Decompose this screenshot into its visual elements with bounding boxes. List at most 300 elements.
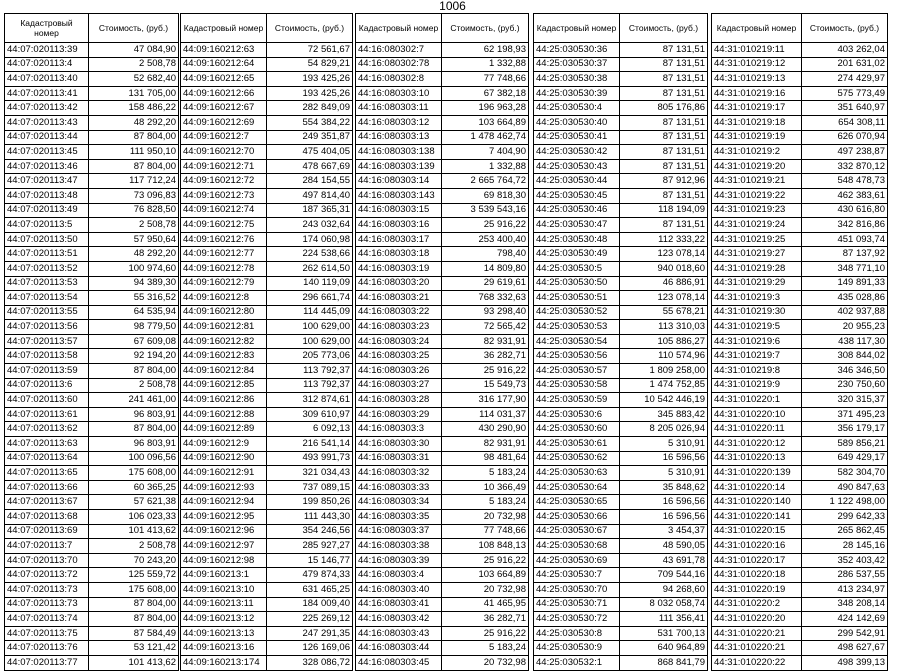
cost-cell: 87 131,51 — [620, 188, 708, 203]
table-row — [181, 582, 353, 597]
cost-cell: 77 748,66 — [442, 72, 529, 87]
table-row — [5, 320, 179, 335]
table-row — [356, 612, 529, 627]
cadastral-number-cell: 44:16:080303:13 — [356, 130, 442, 145]
cost-cell: 284 154,55 — [267, 174, 353, 189]
cadastral-number-cell: 44:25:030530:49 — [534, 247, 620, 262]
cost-cell: 131 705,00 — [89, 86, 179, 101]
cadastral-number-cell: 44:09:160212:93 — [181, 480, 267, 495]
table-row — [534, 247, 708, 262]
table-row — [356, 524, 529, 539]
cadastral-number-cell: 44:31:010219:7 — [712, 349, 802, 364]
cadastral-number-cell: 44:16:080303:38 — [356, 539, 442, 554]
table-row — [356, 553, 529, 568]
cost-cell: 224 538,66 — [267, 247, 353, 262]
cost-cell: 54 829,21 — [267, 57, 353, 72]
table-row — [5, 466, 179, 481]
cadastral-number-cell: 44:16:080303:138 — [356, 145, 442, 160]
cost-cell: 125 559,72 — [89, 568, 179, 583]
cadastral-number-cell: 44:07:020113:60 — [5, 393, 89, 408]
cadastral-number-cell: 44:31:010219:19 — [712, 130, 802, 145]
cost-cell: 5 183,24 — [442, 641, 529, 656]
cost-cell: 497 814,40 — [267, 188, 353, 203]
table-row — [181, 597, 353, 612]
cadastral-number-cell: 44:09:160212:98 — [181, 553, 267, 568]
cadastral-number-cell: 44:07:020113:65 — [5, 466, 89, 481]
cost-cell: 73 096,83 — [89, 188, 179, 203]
cadastral-number-cell: 44:31:010219:2 — [712, 145, 802, 160]
cost-cell: 72 561,67 — [267, 43, 353, 58]
cadastral-number-cell: 44:25:030530:39 — [534, 86, 620, 101]
cadastral-number-cell: 44:31:010219:20 — [712, 159, 802, 174]
cost-cell: 497 238,87 — [802, 145, 888, 160]
table-row — [181, 524, 353, 539]
table-row — [356, 188, 529, 203]
table-row — [534, 407, 708, 422]
cadastral-number-cell: 44:16:080303:37 — [356, 524, 442, 539]
cost-cell: 94 389,30 — [89, 276, 179, 291]
table-row — [534, 553, 708, 568]
cadastral-number-cell: 44:16:080303:17 — [356, 232, 442, 247]
table-row — [712, 422, 888, 437]
table-row — [712, 115, 888, 130]
cadastral-number-cell: 44:31:010220:16 — [712, 539, 802, 554]
cost-cell: 626 070,94 — [802, 130, 888, 145]
cost-cell: 285 927,27 — [267, 539, 353, 554]
cadastral-number-cell: 44:07:020113:59 — [5, 364, 89, 379]
cadastral-number-cell: 44:09:160213:1 — [181, 568, 267, 583]
table-row — [534, 641, 708, 656]
cadastral-number-cell: 44:07:020113:68 — [5, 510, 89, 525]
table-row — [356, 437, 529, 452]
table-row — [712, 626, 888, 641]
cadastral-number-cell: 44:07:020113:64 — [5, 451, 89, 466]
table-row — [356, 159, 529, 174]
cost-cell: 87 131,51 — [620, 72, 708, 87]
cadastral-number-cell: 44:31:010219:16 — [712, 86, 802, 101]
cost-cell: 575 773,49 — [802, 86, 888, 101]
table-row — [5, 276, 179, 291]
table-row — [356, 43, 529, 58]
cadastral-number-cell: 44:25:030530:45 — [534, 188, 620, 203]
table-row — [712, 612, 888, 627]
table-row — [356, 115, 529, 130]
table-row — [356, 495, 529, 510]
table-row — [712, 72, 888, 87]
table-row — [712, 451, 888, 466]
table-row — [356, 407, 529, 422]
cost-cell: 101 413,62 — [89, 655, 179, 670]
table-row — [181, 145, 353, 160]
cost-cell: 96 803,91 — [89, 407, 179, 422]
cadastral-number-cell: 44:07:020113:75 — [5, 626, 89, 641]
cost-cell: 649 429,17 — [802, 451, 888, 466]
cost-cell: 352 403,42 — [802, 553, 888, 568]
cadastral-number-cell: 44:09:160212:67 — [181, 101, 267, 116]
table-row — [5, 334, 179, 349]
table-row — [5, 524, 179, 539]
cadastral-number-cell: 44:25:030530:4 — [534, 101, 620, 116]
cost-cell: 67 609,08 — [89, 334, 179, 349]
cadastral-number-cell: 44:09:160212:9 — [181, 437, 267, 452]
cadastral-number-cell: 44:31:010219:8 — [712, 364, 802, 379]
cost-cell: 8 205 026,94 — [620, 422, 708, 437]
cost-cell: 98 481,64 — [442, 451, 529, 466]
table-row — [712, 364, 888, 379]
table-row — [5, 232, 179, 247]
cadastral-number-cell: 44:09:160212:96 — [181, 524, 267, 539]
cadastral-number-cell: 44:31:010220:21 — [712, 641, 802, 656]
cost-cell: 93 298,40 — [442, 305, 529, 320]
cadastral-number-cell: 44:16:080303:12 — [356, 115, 442, 130]
table-row — [534, 232, 708, 247]
cadastral-number-cell: 44:25:030530:40 — [534, 115, 620, 130]
table-row — [181, 612, 353, 627]
table-row — [5, 422, 179, 437]
table-row — [712, 568, 888, 583]
table-row — [534, 291, 708, 306]
cadastral-number-cell: 44:25:030530:46 — [534, 203, 620, 218]
cost-cell: 6 092,13 — [267, 422, 353, 437]
table-row — [712, 655, 888, 670]
table-row — [356, 261, 529, 276]
table-row — [712, 553, 888, 568]
table-row — [356, 334, 529, 349]
cost-cell: 36 282,71 — [442, 612, 529, 627]
cadastral-number-cell: 44:07:020113:55 — [5, 305, 89, 320]
cadastral-number-cell: 44:31:010219:30 — [712, 305, 802, 320]
cost-cell: 243 032,64 — [267, 218, 353, 233]
table-row — [356, 568, 529, 583]
cadastral-number-cell: 44:09:160212:95 — [181, 510, 267, 525]
table-row — [534, 101, 708, 116]
table-row — [5, 188, 179, 203]
cadastral-number-cell: 44:09:160212:84 — [181, 364, 267, 379]
cost-cell: 5 183,24 — [442, 495, 529, 510]
cost-cell: 589 856,21 — [802, 437, 888, 452]
table-row — [356, 203, 529, 218]
cadastral-number-cell: 44:07:020113:72 — [5, 568, 89, 583]
table-row — [356, 378, 529, 393]
table-row — [5, 364, 179, 379]
cadastral-number-cell: 44:16:080303:143 — [356, 188, 442, 203]
cost-cell: 100 629,00 — [267, 320, 353, 335]
cost-cell: 225 269,12 — [267, 612, 353, 627]
cost-cell: 709 544,16 — [620, 568, 708, 583]
cost-cell: 1 332,88 — [442, 159, 529, 174]
table-row — [181, 57, 353, 72]
cost-cell: 72 565,42 — [442, 320, 529, 335]
cost-cell: 438 117,30 — [802, 334, 888, 349]
cost-cell: 249 351,87 — [267, 130, 353, 145]
cost-cell: 87 912,96 — [620, 174, 708, 189]
cadastral-number-cell: 44:16:080303:14 — [356, 174, 442, 189]
cost-cell: 332 870,12 — [802, 159, 888, 174]
table-row — [534, 626, 708, 641]
cost-cell: 175 608,00 — [89, 582, 179, 597]
cadastral-number-cell: 44:16:080303:32 — [356, 466, 442, 481]
table-row — [712, 43, 888, 58]
cost-cell: 216 541,14 — [267, 437, 353, 452]
table-row — [181, 495, 353, 510]
cost-cell: 241 461,00 — [89, 393, 179, 408]
table-row — [356, 218, 529, 233]
cost-cell: 82 931,91 — [442, 437, 529, 452]
table-row — [712, 276, 888, 291]
table-row — [356, 539, 529, 554]
table-row — [5, 43, 179, 58]
cost-cell: 654 308,11 — [802, 115, 888, 130]
table-row — [356, 86, 529, 101]
cost-cell: 247 291,35 — [267, 626, 353, 641]
table-row — [181, 407, 353, 422]
cadastral-number-cell: 44:25:030530:37 — [534, 57, 620, 72]
cost-cell: 5 183,24 — [442, 466, 529, 481]
table-row — [534, 466, 708, 481]
cost-cell: 286 537,55 — [802, 568, 888, 583]
table-row — [712, 539, 888, 554]
table-row — [356, 393, 529, 408]
table-row — [181, 553, 353, 568]
table-row — [5, 291, 179, 306]
table-row — [712, 524, 888, 539]
cost-cell: 498 627,67 — [802, 641, 888, 656]
table-row — [181, 43, 353, 58]
cost-cell: 76 828,50 — [89, 203, 179, 218]
cost-cell: 413 234,97 — [802, 582, 888, 597]
table-row — [534, 364, 708, 379]
cadastral-number-cell: 44:16:080303:139 — [356, 159, 442, 174]
cadastral-number-cell: 44:31:010220:141 — [712, 510, 802, 525]
cost-cell: 87 804,00 — [89, 597, 179, 612]
cost-cell: 67 382,18 — [442, 86, 529, 101]
table-row — [181, 466, 353, 481]
cadastral-number-cell: 44:09:160212:69 — [181, 115, 267, 130]
cadastral-number-cell: 44:31:010220:20 — [712, 612, 802, 627]
cadastral-number-cell: 44:07:020113:77 — [5, 655, 89, 670]
table-row — [181, 378, 353, 393]
cost-cell: 582 304,70 — [802, 466, 888, 481]
cost-cell: 296 661,74 — [267, 291, 353, 306]
table-row — [712, 86, 888, 101]
cost-cell: 43 691,78 — [620, 553, 708, 568]
cost-cell: 87 131,51 — [620, 115, 708, 130]
table-row — [5, 612, 179, 627]
table-row — [181, 655, 353, 670]
cadastral-number-cell: 44:09:160212:83 — [181, 349, 267, 364]
header-cadastral: Кадастровый номер — [534, 14, 620, 43]
cost-cell: 548 478,73 — [802, 174, 888, 189]
cost-cell: 53 121,42 — [89, 641, 179, 656]
cost-cell: 20 732,98 — [442, 510, 529, 525]
table-row — [534, 320, 708, 335]
cadastral-number-cell: 44:25:030530:57 — [534, 364, 620, 379]
cadastral-number-cell: 44:31:010219:17 — [712, 101, 802, 116]
table-row — [534, 159, 708, 174]
table-row — [356, 320, 529, 335]
header-cost: Стоимость, (руб.) — [620, 14, 708, 43]
cost-cell: 435 028,86 — [802, 291, 888, 306]
cadastral-number-cell: 44:31:010219:21 — [712, 174, 802, 189]
table-row — [181, 86, 353, 101]
cadastral-number-cell: 44:09:160212:82 — [181, 334, 267, 349]
table-row — [356, 145, 529, 160]
table-row — [5, 159, 179, 174]
cadastral-number-cell: 44:07:020113:70 — [5, 553, 89, 568]
cadastral-number-cell: 44:25:030530:67 — [534, 524, 620, 539]
cost-cell: 768 332,63 — [442, 291, 529, 306]
cadastral-number-cell: 44:25:030530:42 — [534, 145, 620, 160]
cadastral-number-cell: 44:16:080302:8 — [356, 72, 442, 87]
table-row — [712, 291, 888, 306]
cost-cell: 402 937,88 — [802, 305, 888, 320]
cost-cell: 631 465,25 — [267, 582, 353, 597]
cost-cell: 29 619,61 — [442, 276, 529, 291]
cost-cell: 55 678,21 — [620, 305, 708, 320]
table-row — [712, 320, 888, 335]
cost-cell: 113 792,37 — [267, 378, 353, 393]
table-row — [5, 437, 179, 452]
cost-cell: 16 596,56 — [620, 495, 708, 510]
cadastral-number-cell: 44:25:030530:60 — [534, 422, 620, 437]
cadastral-number-cell: 44:31:010219:29 — [712, 276, 802, 291]
cost-cell: 87 804,00 — [89, 130, 179, 145]
table-row — [181, 393, 353, 408]
header-cost: Стоимость, (руб.) — [267, 14, 353, 43]
cost-cell: 87 131,51 — [620, 130, 708, 145]
table-row — [534, 218, 708, 233]
table-row — [5, 568, 179, 583]
cost-cell: 371 495,23 — [802, 407, 888, 422]
table-row — [534, 130, 708, 145]
table-row — [181, 130, 353, 145]
table-row — [712, 393, 888, 408]
cost-cell: 92 194,20 — [89, 349, 179, 364]
cadastral-number-cell: 44:09:160212:90 — [181, 451, 267, 466]
cadastral-table-5 — [711, 13, 888, 671]
cost-cell: 7 404,90 — [442, 145, 529, 160]
table-row — [534, 378, 708, 393]
cost-cell: 108 848,13 — [442, 539, 529, 554]
table-row — [356, 510, 529, 525]
cadastral-number-cell: 44:07:020113:52 — [5, 261, 89, 276]
cost-cell: 312 874,61 — [267, 393, 353, 408]
cadastral-number-cell: 44:07:020113:62 — [5, 422, 89, 437]
cadastral-number-cell: 44:16:080303:4 — [356, 568, 442, 583]
cost-cell: 308 844,02 — [802, 349, 888, 364]
table-row — [5, 641, 179, 656]
cadastral-number-cell: 44:07:020113:73 — [5, 597, 89, 612]
table-row — [356, 480, 529, 495]
cadastral-number-cell: 44:31:010220:139 — [712, 466, 802, 481]
table-row — [181, 218, 353, 233]
cost-cell: 113 792,37 — [267, 364, 353, 379]
table-row — [534, 612, 708, 627]
cost-cell: 114 031,37 — [442, 407, 529, 422]
table-row — [712, 495, 888, 510]
cadastral-number-cell: 44:09:160212:89 — [181, 422, 267, 437]
cost-cell: 737 089,15 — [267, 480, 353, 495]
table-row — [356, 232, 529, 247]
cadastral-number-cell: 44:31:010219:12 — [712, 57, 802, 72]
table-row — [712, 480, 888, 495]
table-row — [181, 510, 353, 525]
cadastral-number-cell: 44:09:160213:12 — [181, 612, 267, 627]
cadastral-number-cell: 44:31:010220:18 — [712, 568, 802, 583]
cost-cell: 640 964,89 — [620, 641, 708, 656]
cost-cell: 111 356,41 — [620, 612, 708, 627]
table-row — [181, 115, 353, 130]
cost-cell: 25 916,22 — [442, 218, 529, 233]
cadastral-number-cell: 44:31:010219:27 — [712, 247, 802, 262]
cadastral-table-4 — [533, 13, 708, 671]
cadastral-number-cell: 44:09:160212:73 — [181, 188, 267, 203]
cadastral-number-cell: 44:16:080303:16 — [356, 218, 442, 233]
table-row — [534, 261, 708, 276]
cost-cell: 98 779,50 — [89, 320, 179, 335]
cadastral-number-cell: 44:25:030530:38 — [534, 72, 620, 87]
header-cadastral: Кадастровый номер — [712, 14, 802, 43]
cadastral-number-cell: 44:09:160212:72 — [181, 174, 267, 189]
cost-cell: 48 590,05 — [620, 539, 708, 554]
cadastral-number-cell: 44:16:080303:43 — [356, 626, 442, 641]
cadastral-number-cell: 44:07:020113:76 — [5, 641, 89, 656]
cadastral-number-cell: 44:07:020113:61 — [5, 407, 89, 422]
cost-cell: 175 608,00 — [89, 466, 179, 481]
cost-cell: 1 474 752,85 — [620, 378, 708, 393]
cadastral-number-cell: 44:16:080303:26 — [356, 364, 442, 379]
cadastral-number-cell: 44:16:080303:30 — [356, 437, 442, 452]
cost-cell: 265 862,45 — [802, 524, 888, 539]
cost-cell: 87 804,00 — [89, 159, 179, 174]
table-row — [712, 247, 888, 262]
header-cadastral: Кадастровый номер — [356, 14, 442, 43]
table-row — [712, 597, 888, 612]
cost-cell: 149 891,33 — [802, 276, 888, 291]
table-row — [5, 57, 179, 72]
cost-cell: 111 950,10 — [89, 145, 179, 160]
cadastral-number-cell: 44:09:160212:78 — [181, 261, 267, 276]
cadastral-number-cell: 44:09:160212:63 — [181, 43, 267, 58]
cost-cell: 493 991,73 — [267, 451, 353, 466]
cost-cell: 424 142,69 — [802, 612, 888, 627]
table-row — [534, 495, 708, 510]
cost-cell: 345 883,42 — [620, 407, 708, 422]
cadastral-number-cell: 44:07:020113:67 — [5, 495, 89, 510]
cadastral-number-cell: 44:25:030530:5 — [534, 261, 620, 276]
cadastral-number-cell: 44:09:160212:74 — [181, 203, 267, 218]
cadastral-number-cell: 44:31:010220:2 — [712, 597, 802, 612]
cost-cell: 2 508,78 — [89, 378, 179, 393]
cost-cell: 1 478 462,74 — [442, 130, 529, 145]
cost-cell: 25 916,22 — [442, 364, 529, 379]
cost-cell: 35 848,62 — [620, 480, 708, 495]
cadastral-number-cell: 44:07:020113:74 — [5, 612, 89, 627]
table-row — [5, 203, 179, 218]
cost-cell: 356 179,17 — [802, 422, 888, 437]
cadastral-number-cell: 44:31:010219:24 — [712, 218, 802, 233]
cadastral-number-cell: 44:07:020113:5 — [5, 218, 89, 233]
cadastral-number-cell: 44:25:030530:71 — [534, 597, 620, 612]
page-number: 1006 — [439, 0, 466, 13]
cost-cell: 105 886,27 — [620, 334, 708, 349]
cadastral-number-cell: 44:07:020113:56 — [5, 320, 89, 335]
cost-cell: 193 425,26 — [267, 86, 353, 101]
table-row — [534, 334, 708, 349]
table-row — [534, 86, 708, 101]
table-row — [534, 655, 708, 670]
cost-cell: 87 131,51 — [620, 57, 708, 72]
